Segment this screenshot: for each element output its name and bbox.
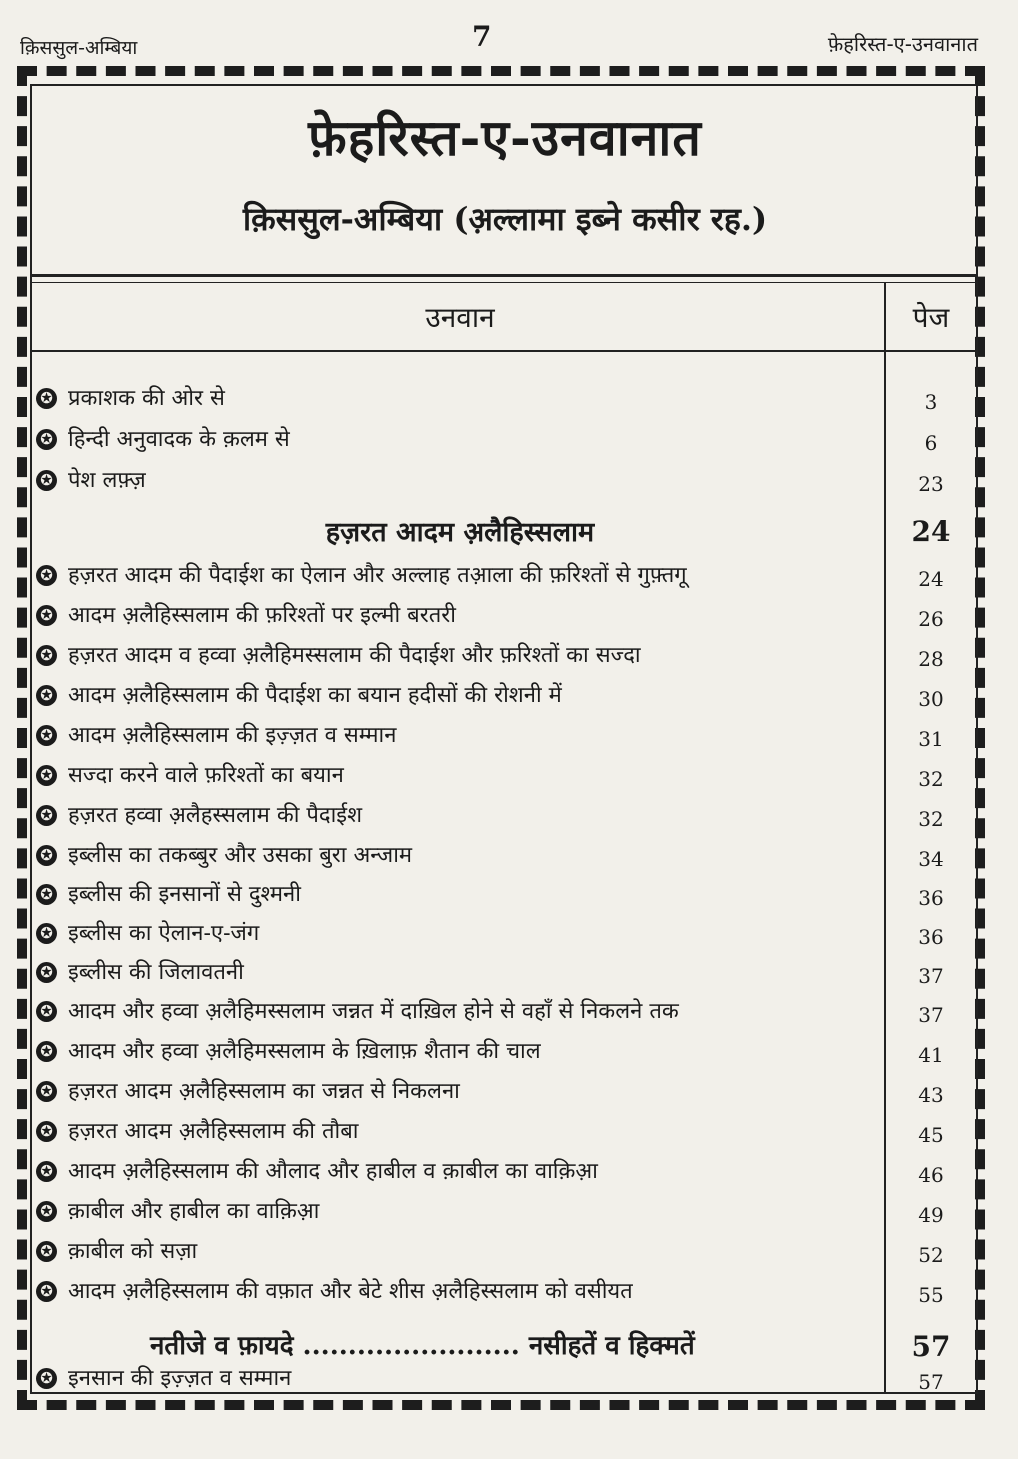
star-in-circle-icon: ✪ (36, 725, 57, 746)
toc-title: इनसान की इज़्ज़त व सम्मान (68, 1366, 292, 1391)
star-in-circle-icon: ✪ (36, 565, 57, 586)
toc-title: आदम और हव्वा अ़लैहिमस्सलाम जन्नत में दाख़िल होने से वहाँ से निकलने तक (68, 999, 679, 1024)
star-in-circle-icon: ✪ (36, 1161, 57, 1182)
table-top-rule-thin (30, 282, 978, 283)
toc-page: 37 (918, 964, 944, 988)
page-subtitle: क़िससुल-अम्बिया (अ़ल्लामा इब्ने कसीर रह.) (242, 200, 768, 238)
toc-title: क़ाबील को सज़ा (68, 1239, 198, 1264)
table-top-rule (30, 274, 978, 277)
star-in-circle-icon: ✪ (36, 845, 57, 866)
toc-page: 31 (918, 727, 944, 751)
toc-title: हज़रत आदम अ़लैहिस्सलाम का जन्नत से निकलना (68, 1079, 460, 1104)
toc-title: हज़रत हव्वा अ़लैहस्सलाम की पैदाईश (68, 803, 363, 828)
toc-title: आदम अ़लैहिस्सलाम की औलाद और हाबील व क़ाबील का वाक़िआ़ (68, 1159, 598, 1184)
star-in-circle-icon: ✪ (36, 429, 57, 450)
star-in-circle-icon: ✪ (36, 1081, 57, 1102)
toc-title: इब्लीस की जिलावतनी (68, 960, 244, 985)
toc-row (34, 1153, 974, 1193)
toc-page: 37 (918, 1003, 944, 1027)
toc-page: 32 (918, 807, 944, 831)
toc-title: आदम और हव्वा अ़लैहिमस्सलाम के ख़िलाफ़ शैतान की चाल (68, 1039, 541, 1064)
toc-page: 36 (918, 886, 944, 910)
star-in-circle-icon: ✪ (36, 470, 57, 491)
star-in-circle-icon: ✪ (36, 1001, 57, 1022)
toc-row (34, 1360, 974, 1400)
toc-row (34, 1193, 974, 1233)
toc-page: 3 (924, 390, 938, 414)
toc-row (34, 1113, 974, 1153)
star-in-circle-icon: ✪ (36, 1201, 57, 1222)
toc-row (34, 915, 974, 955)
toc-title: आदम अ़लैहिस्सलाम की वफ़ात और बेटे शीस अ़लैहिस्सलाम को वसीयत (68, 1279, 633, 1304)
toc-page: 34 (918, 847, 944, 871)
toc-page: 43 (918, 1083, 944, 1107)
toc-row (34, 1273, 974, 1313)
star-in-circle-icon: ✪ (36, 1281, 57, 1302)
star-in-circle-icon: ✪ (36, 805, 57, 826)
conclusion-title: नतीजे व फ़ायदे ........................ नसीहतें व हिक्मतें (150, 1331, 695, 1361)
toc-page: 24 (918, 567, 944, 591)
star-in-circle-icon: ✪ (36, 388, 57, 409)
toc-page: 41 (918, 1043, 944, 1067)
toc-row (34, 462, 974, 502)
star-in-circle-icon: ✪ (36, 1121, 57, 1142)
toc-row (34, 797, 974, 837)
toc-title: आदम अ़लैहिस्सलाम की इज़्ज़त व सम्मान (68, 723, 397, 748)
toc-page: 45 (918, 1123, 944, 1147)
column-header-page: पेज (912, 301, 950, 334)
toc-title: इब्लीस का ऐलान-ए-जंग (68, 921, 260, 946)
toc-title: प्रकाशक की ओर से (68, 386, 225, 411)
running-header-right: फ़ेहरिस्त-ए-उनवानात (827, 32, 978, 56)
toc-row (34, 677, 974, 717)
toc-row (34, 557, 974, 597)
toc-row (34, 1073, 974, 1113)
star-in-circle-icon: ✪ (36, 884, 57, 905)
toc-title: आदम अ़लैहिस्सलाम की फ़रिश्तों पर इल्मी बरतरी (68, 603, 456, 628)
toc-row (34, 876, 974, 916)
toc-page: 23 (918, 472, 944, 496)
table-header-rule (30, 350, 978, 352)
toc-title: हज़रत आदम अ़लैहिस्सलाम की तौबा (68, 1119, 359, 1144)
toc-row (34, 717, 974, 757)
toc-row (34, 597, 974, 637)
conclusion-page: 57 (911, 1330, 951, 1363)
page-title: फ़ेहरिस्त-ए-उनवानात (308, 108, 702, 167)
toc-title: क़ाबील और हाबील का वाक़िआ़ (68, 1199, 320, 1224)
toc-page: 36 (918, 925, 944, 949)
toc-page: 30 (918, 687, 944, 711)
star-in-circle-icon: ✪ (36, 685, 57, 706)
toc-title: हज़रत आदम की पैदाईश का ऐलान और अल्लाह तआ़ला की फ़रिश्तों से गुफ़्तगू (68, 563, 687, 588)
toc-page: 32 (918, 767, 944, 791)
star-in-circle-icon: ✪ (36, 645, 57, 666)
toc-page: 55 (918, 1283, 944, 1307)
running-header-left: क़िससुल-अम्बिया (20, 37, 138, 59)
toc-title: हिन्दी अनुवादक के क़लम से (68, 427, 290, 452)
toc-page: 46 (918, 1163, 944, 1187)
star-in-circle-icon: ✪ (36, 765, 57, 786)
star-in-circle-icon: ✪ (36, 962, 57, 983)
toc-row (34, 837, 974, 877)
toc-row (34, 637, 974, 677)
toc-page: 49 (918, 1203, 944, 1227)
toc-page: 28 (918, 647, 944, 671)
column-header-title: उनवान (425, 301, 495, 334)
page-number: 7 (472, 20, 492, 53)
toc-row (34, 1233, 974, 1273)
star-in-circle-icon: ✪ (36, 1368, 57, 1389)
star-in-circle-icon: ✪ (36, 605, 57, 626)
toc-row (34, 380, 974, 420)
toc-title: इब्लीस का तकब्बुर और उसका बुरा अन्जाम (68, 843, 413, 868)
star-in-circle-icon: ✪ (36, 923, 57, 944)
toc-page: 26 (918, 607, 944, 631)
toc-title: पेश लफ़्ज़ (68, 468, 146, 493)
star-in-circle-icon: ✪ (36, 1241, 57, 1262)
toc-page: 57 (918, 1370, 944, 1394)
toc-title: सज्दा करने वाले फ़रिश्तों का बयान (68, 763, 344, 788)
section-title: हज़रत आदम अ़लैहिस्सलाम (325, 517, 595, 548)
toc-page: 52 (918, 1243, 944, 1267)
section-page: 24 (911, 515, 951, 548)
toc-title: आदम अ़लैहिस्सलाम की पैदाईश का बयान हदीसों की रोशनी में (68, 683, 562, 708)
toc-page: 6 (924, 431, 938, 455)
toc-row (34, 954, 974, 994)
toc-row (34, 993, 974, 1033)
toc-row (34, 1033, 974, 1073)
star-in-circle-icon: ✪ (36, 1041, 57, 1062)
toc-title: इब्लीस की इनसानों से दुश्मनी (68, 882, 301, 907)
toc-row (34, 757, 974, 797)
toc-row (34, 421, 974, 461)
toc-title: हज़रत आदम व हव्वा अ़लैहिमस्सलाम की पैदाईश और फ़रिश्तों का सज्दा (68, 643, 641, 668)
